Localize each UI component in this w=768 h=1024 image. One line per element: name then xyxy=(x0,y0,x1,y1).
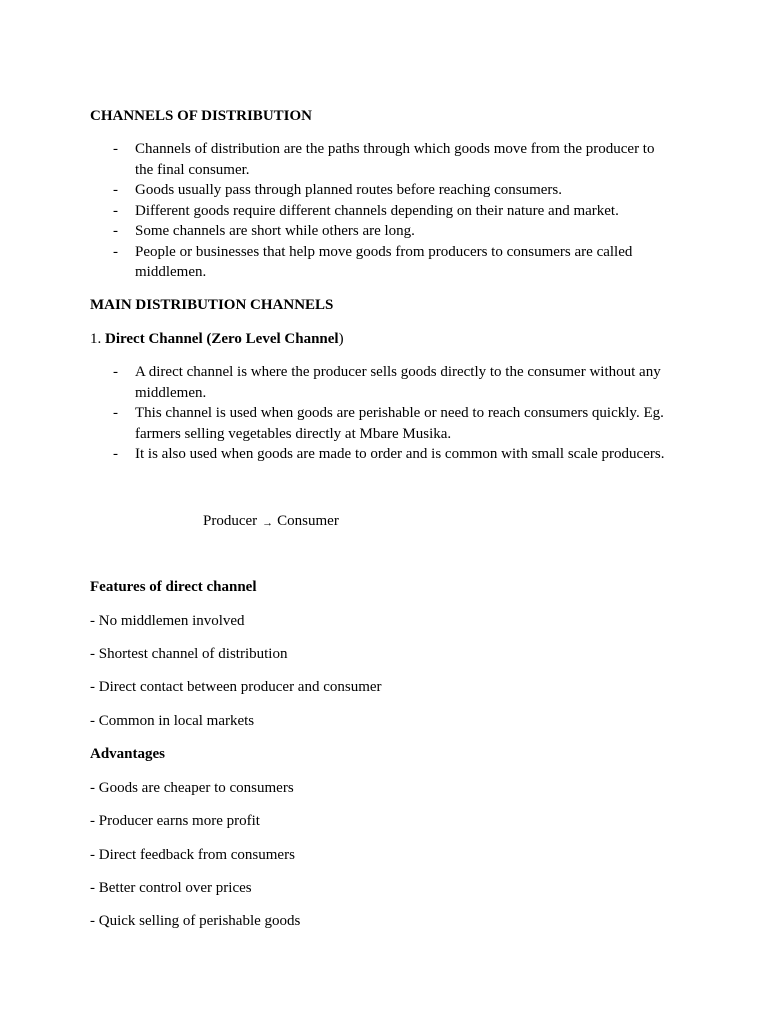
document-title: CHANNELS OF DISTRIBUTION xyxy=(90,108,312,124)
bullet-marker: - xyxy=(113,446,118,462)
feature-item: - Direct contact between producer and consumer xyxy=(90,679,382,695)
list-item-text: It is also used when goods are made to order and is common with small scale producers. xyxy=(135,446,665,462)
bullet-marker: - xyxy=(113,223,118,239)
list-item-text: People or businesses that help move goods from producers to consumers are called middlemen. xyxy=(135,243,633,280)
advantage-item: - Producer earns more profit xyxy=(90,813,260,829)
right-arrow-icon: → xyxy=(262,517,274,529)
advantage-item: - Quick selling of perishable goods xyxy=(90,913,301,929)
direct-channel-name: Direct Channel (Zero Level Channel xyxy=(105,331,339,347)
flow-producer-label: Producer xyxy=(203,513,258,529)
direct-channel-bullet-list xyxy=(0,362,768,465)
advantages-heading: Advantages xyxy=(90,746,166,762)
channel-flow-diagram xyxy=(203,511,339,533)
intro-bullet-list xyxy=(0,139,768,283)
feature-item: - Shortest channel of distribution xyxy=(90,646,288,662)
bullet-marker: - xyxy=(113,243,118,260)
list-item-text: This channel is used when goods are perishable or need to reach consumers quickly. Eg. farmers selling vegetables directly at Mbare Musika. xyxy=(135,405,664,442)
bullet-marker: - xyxy=(113,141,118,157)
bullet-marker: - xyxy=(113,202,118,219)
bullet-marker: - xyxy=(113,405,118,421)
main-channels-heading: MAIN DISTRIBUTION CHANNELS xyxy=(90,297,334,313)
list-item xyxy=(0,201,675,222)
bullet-marker: - xyxy=(113,364,118,380)
list-item xyxy=(0,444,675,465)
list-item xyxy=(0,242,675,283)
heading-close-paren: ) xyxy=(338,331,344,347)
list-item-text: A direct channel is where the producer sells goods directly to the consumer without any middlemen. xyxy=(135,364,661,401)
list-item xyxy=(0,139,675,180)
list-item-text: Different goods require different channels depending on their nature and market. xyxy=(135,202,619,219)
feature-item: - Common in local markets xyxy=(90,713,255,729)
list-item-text: Some channels are short while others are long. xyxy=(135,223,415,239)
bullet-marker: - xyxy=(113,182,118,198)
section-number: 1. xyxy=(90,331,102,347)
advantage-item: - Better control over prices xyxy=(90,880,252,896)
advantage-item: - Direct feedback from consumers xyxy=(90,847,295,863)
list-item xyxy=(0,221,675,242)
list-item xyxy=(0,362,675,403)
feature-item: - No middlemen involved xyxy=(90,613,245,629)
list-item-text: Goods usually pass through planned routes before reaching consumers. xyxy=(135,182,562,198)
list-item-text: Channels of distribution are the paths through which goods move from the producer to the final consumer. xyxy=(135,141,655,178)
list-item xyxy=(0,403,675,444)
flow-consumer-label: Consumer xyxy=(277,513,339,529)
advantage-item: - Goods are cheaper to consumers xyxy=(90,780,294,796)
direct-channel-heading xyxy=(90,329,344,350)
list-item xyxy=(0,180,675,201)
features-heading: Features of direct channel xyxy=(90,579,257,595)
